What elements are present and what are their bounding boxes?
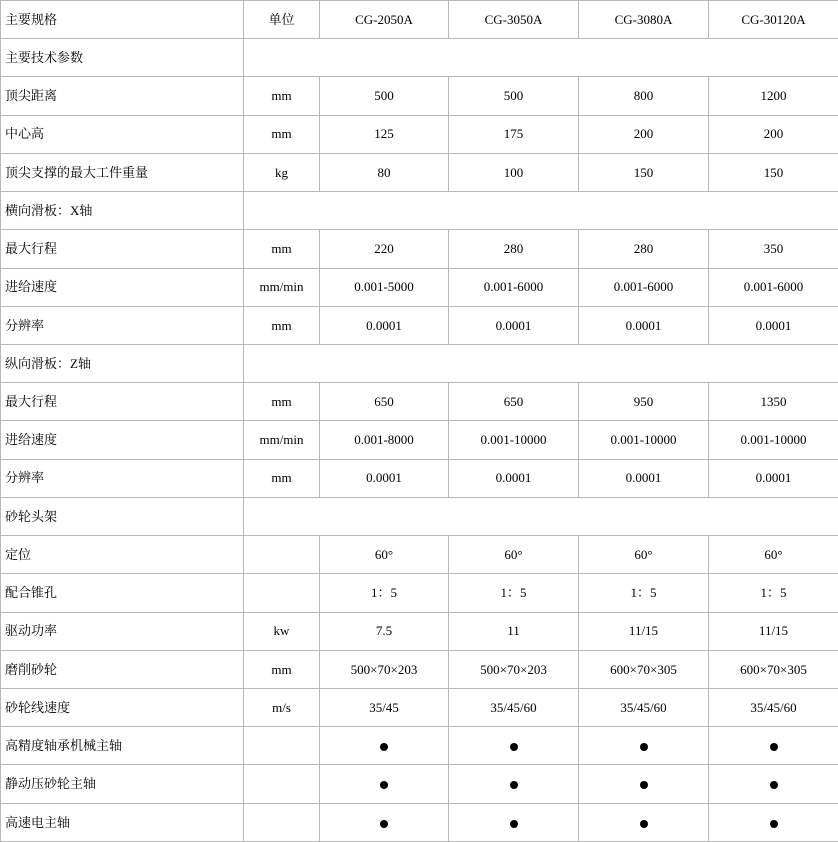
availability-mark-4	[709, 803, 838, 841]
table-row	[1, 77, 838, 115]
row-value-4: 200	[709, 115, 838, 153]
availability-mark-1	[320, 803, 449, 841]
row-value-1: 7.5	[320, 612, 449, 650]
row-value-1: 80	[320, 153, 449, 191]
row-value-4: 0.0001	[709, 306, 838, 344]
filled-circle-icon	[770, 820, 778, 828]
filled-circle-icon	[380, 781, 388, 789]
row-value-3: 11/15	[579, 612, 709, 650]
row-value-1: 0.001-8000	[320, 421, 449, 459]
table-row	[1, 536, 838, 574]
row-value-4: 350	[709, 230, 838, 268]
row-value-3: 600×70×305	[579, 650, 709, 688]
row-value-2: 0.0001	[449, 306, 579, 344]
row-unit	[244, 536, 320, 574]
table-section-row	[1, 39, 838, 77]
filled-circle-icon	[640, 781, 648, 789]
row-value-2: 280	[449, 230, 579, 268]
row-value-3: 0.001-10000	[579, 421, 709, 459]
filled-circle-icon	[510, 781, 518, 789]
row-value-3: 950	[579, 383, 709, 421]
row-value-1: 650	[320, 383, 449, 421]
row-unit: mm	[244, 77, 320, 115]
table-row	[1, 803, 838, 841]
row-label: 最大行程	[1, 383, 244, 421]
row-value-4: 600×70×305	[709, 650, 838, 688]
filled-circle-icon	[770, 743, 778, 751]
table-section-row	[1, 192, 838, 230]
row-value-3: 800	[579, 77, 709, 115]
row-label: 顶尖支撑的最大工件重量	[1, 153, 244, 191]
table-row	[1, 230, 838, 268]
section-label: 砂轮头架	[1, 497, 244, 535]
row-value-3: 200	[579, 115, 709, 153]
row-value-2: 0.001-10000	[449, 421, 579, 459]
row-value-4: 150	[709, 153, 838, 191]
filled-circle-icon	[640, 820, 648, 828]
availability-mark-2	[449, 765, 579, 803]
row-label: 分辨率	[1, 459, 244, 497]
row-unit: mm	[244, 115, 320, 153]
column-header-model-3: CG-3080A	[579, 1, 709, 39]
table-section-row	[1, 497, 838, 535]
table-section-row	[1, 344, 838, 382]
filled-circle-icon	[770, 781, 778, 789]
row-value-4: 1200	[709, 77, 838, 115]
row-unit	[244, 727, 320, 765]
availability-mark-4	[709, 727, 838, 765]
column-header-model-2: CG-3050A	[449, 1, 579, 39]
row-value-3: 1：5	[579, 574, 709, 612]
table-row	[1, 727, 838, 765]
section-label: 纵向滑板：Z轴	[1, 344, 244, 382]
availability-mark-4	[709, 765, 838, 803]
filled-circle-icon	[380, 820, 388, 828]
section-label: 横向滑板：X轴	[1, 192, 244, 230]
row-value-3: 0.0001	[579, 306, 709, 344]
row-unit: kg	[244, 153, 320, 191]
table-body	[1, 1, 838, 842]
row-value-2: 1：5	[449, 574, 579, 612]
row-unit	[244, 765, 320, 803]
row-value-1: 125	[320, 115, 449, 153]
row-value-4: 60°	[709, 536, 838, 574]
table-row	[1, 383, 838, 421]
row-value-3: 280	[579, 230, 709, 268]
row-label: 定位	[1, 536, 244, 574]
row-value-2: 0.001-6000	[449, 268, 579, 306]
section-empty-cell	[244, 192, 838, 230]
row-value-4: 1：5	[709, 574, 838, 612]
row-label: 静动压砂轮主轴	[1, 765, 244, 803]
row-value-1: 0.0001	[320, 459, 449, 497]
table-row	[1, 268, 838, 306]
row-value-2: 60°	[449, 536, 579, 574]
row-value-2: 500	[449, 77, 579, 115]
row-label: 进给速度	[1, 421, 244, 459]
row-label: 砂轮线速度	[1, 688, 244, 726]
row-label: 分辨率	[1, 306, 244, 344]
table-row	[1, 115, 838, 153]
row-unit: mm	[244, 383, 320, 421]
table-row	[1, 574, 838, 612]
row-label: 顶尖距离	[1, 77, 244, 115]
row-value-2: 35/45/60	[449, 688, 579, 726]
column-header-unit: 单位	[244, 1, 320, 39]
filled-circle-icon	[510, 743, 518, 751]
row-value-2: 11	[449, 612, 579, 650]
row-unit: mm/min	[244, 268, 320, 306]
availability-mark-3	[579, 765, 709, 803]
row-value-1: 0.001-5000	[320, 268, 449, 306]
row-unit: mm	[244, 459, 320, 497]
row-value-4: 11/15	[709, 612, 838, 650]
section-label: 主要技术参数	[1, 39, 244, 77]
row-label: 中心高	[1, 115, 244, 153]
row-value-1: 220	[320, 230, 449, 268]
row-value-1: 60°	[320, 536, 449, 574]
row-value-4: 0.001-6000	[709, 268, 838, 306]
row-value-4: 35/45/60	[709, 688, 838, 726]
column-header-model-1: CG-2050A	[320, 1, 449, 39]
row-unit: m/s	[244, 688, 320, 726]
row-value-4: 0.001-10000	[709, 421, 838, 459]
row-value-3: 60°	[579, 536, 709, 574]
row-unit: mm	[244, 306, 320, 344]
row-value-4: 1350	[709, 383, 838, 421]
row-value-1: 500×70×203	[320, 650, 449, 688]
table-row	[1, 688, 838, 726]
row-value-3: 150	[579, 153, 709, 191]
table-header-row	[1, 1, 838, 39]
row-unit: mm	[244, 650, 320, 688]
row-value-2: 500×70×203	[449, 650, 579, 688]
row-label: 最大行程	[1, 230, 244, 268]
row-label: 磨削砂轮	[1, 650, 244, 688]
row-unit: mm	[244, 230, 320, 268]
availability-mark-3	[579, 803, 709, 841]
row-label: 配合锥孔	[1, 574, 244, 612]
row-label: 进给速度	[1, 268, 244, 306]
availability-mark-1	[320, 727, 449, 765]
availability-mark-3	[579, 727, 709, 765]
column-header-spec: 主要规格	[1, 1, 244, 39]
availability-mark-2	[449, 803, 579, 841]
row-unit: kw	[244, 612, 320, 650]
row-unit	[244, 803, 320, 841]
row-label: 高精度轴承机械主轴	[1, 727, 244, 765]
filled-circle-icon	[640, 743, 648, 751]
table-row	[1, 765, 838, 803]
filled-circle-icon	[380, 743, 388, 751]
table-row	[1, 306, 838, 344]
row-value-2: 100	[449, 153, 579, 191]
table-row	[1, 421, 838, 459]
column-header-model-4: CG-30120A	[709, 1, 838, 39]
row-value-1: 1：5	[320, 574, 449, 612]
availability-mark-1	[320, 765, 449, 803]
filled-circle-icon	[510, 820, 518, 828]
table-row	[1, 459, 838, 497]
table-row	[1, 612, 838, 650]
row-value-3: 0.001-6000	[579, 268, 709, 306]
row-unit: mm/min	[244, 421, 320, 459]
row-value-2: 175	[449, 115, 579, 153]
table-row	[1, 153, 838, 191]
row-value-1: 0.0001	[320, 306, 449, 344]
row-unit	[244, 574, 320, 612]
section-empty-cell	[244, 39, 838, 77]
row-value-1: 35/45	[320, 688, 449, 726]
row-value-3: 35/45/60	[579, 688, 709, 726]
row-value-1: 500	[320, 77, 449, 115]
availability-mark-2	[449, 727, 579, 765]
row-value-3: 0.0001	[579, 459, 709, 497]
section-empty-cell	[244, 344, 838, 382]
row-value-2: 0.0001	[449, 459, 579, 497]
section-empty-cell	[244, 497, 838, 535]
row-label: 高速电主轴	[1, 803, 244, 841]
row-value-4: 0.0001	[709, 459, 838, 497]
row-label: 驱动功率	[1, 612, 244, 650]
row-value-2: 650	[449, 383, 579, 421]
table-row	[1, 650, 838, 688]
